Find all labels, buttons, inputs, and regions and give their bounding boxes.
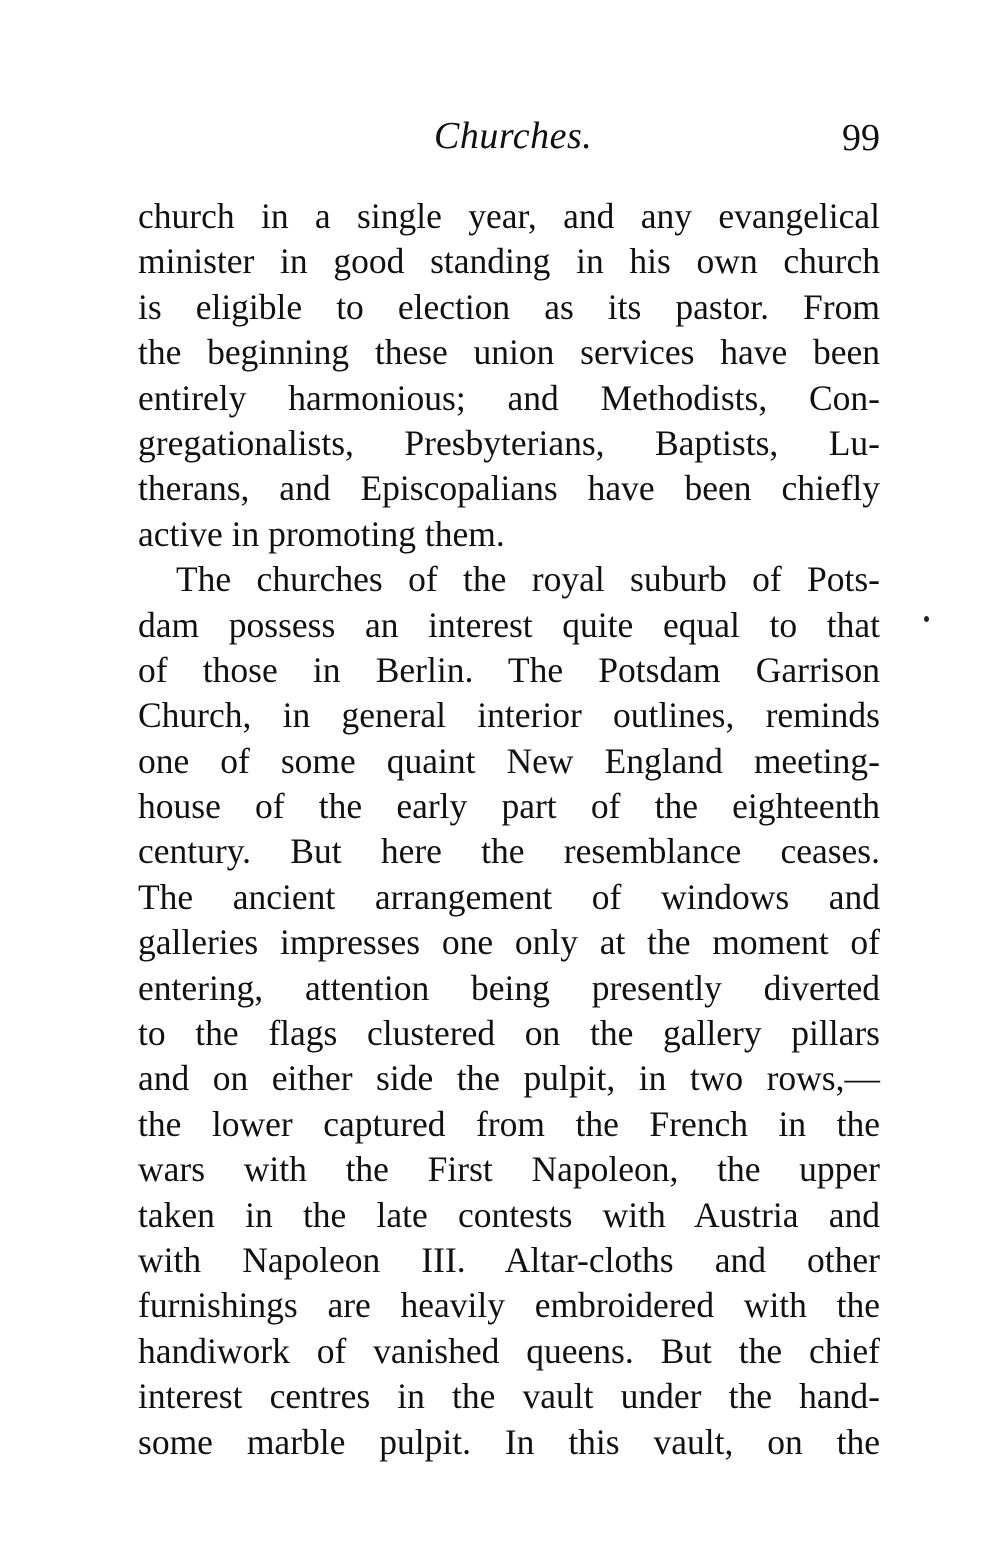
text-line: church in a single year, and any evangelical bbox=[138, 196, 880, 236]
text-line: the lower captured from the French in the bbox=[138, 1103, 880, 1144]
text-line: with Napoleon III. Altar-cloths and other bbox=[138, 1239, 880, 1280]
text-line: furnishings are heavily embroidered with the bbox=[138, 1285, 880, 1326]
text-line: the beginning these union services have been bbox=[138, 332, 880, 373]
text-line: handiwork of vanished queens. But the chief bbox=[138, 1330, 880, 1371]
paragraph-start-line: The churches of the royal suburb of Pots- bbox=[176, 559, 880, 600]
text-line: to the flags clustered on the gallery pillars bbox=[138, 1013, 880, 1054]
stray-ink-dot bbox=[924, 616, 929, 622]
text-line: house of the early part of the eighteenth bbox=[138, 786, 880, 827]
running-title: Churches. bbox=[434, 115, 593, 157]
running-head bbox=[138, 108, 880, 164]
text-line: galleries impresses one only at the moment of bbox=[138, 922, 880, 963]
text-line: interest centres in the vault under the hand- bbox=[138, 1376, 880, 1417]
text-line: is eligible to election as its pastor. From bbox=[138, 286, 880, 327]
text-line: Church, in general interior outlines, reminds bbox=[138, 695, 880, 736]
page-number: 99 bbox=[842, 117, 880, 159]
text-line: minister in good standing in his own church bbox=[138, 241, 880, 282]
text-line: entirely harmonious; and Methodists, Con- bbox=[138, 377, 880, 418]
text-line: gregationalists, Presbyterians, Baptists, Lu- bbox=[138, 422, 880, 463]
text-line: wars with the First Napoleon, the upper bbox=[138, 1149, 880, 1190]
text-line: dam possess an interest quite equal to that bbox=[138, 604, 880, 645]
text-line: and on either side the pulpit, in two rows,— bbox=[138, 1058, 880, 1099]
text-line: entering, attention being presently diverted bbox=[138, 967, 880, 1008]
text-line: one of some quaint New England meeting- bbox=[138, 740, 880, 781]
text-line: taken in the late contests with Austria and bbox=[138, 1194, 880, 1235]
text-line: The ancient arrangement of windows and bbox=[138, 876, 880, 917]
text-line: century. But here the resemblance ceases. bbox=[138, 831, 880, 872]
body-text bbox=[138, 194, 880, 1465]
text-line: some marble pulpit. In this vault, on the bbox=[138, 1421, 880, 1462]
text-line: of those in Berlin. The Potsdam Garrison bbox=[138, 649, 880, 690]
text-line: therans, and Episcopalians have been chiefly bbox=[138, 468, 880, 509]
paragraph-end-line: active in promoting them. bbox=[138, 513, 505, 554]
